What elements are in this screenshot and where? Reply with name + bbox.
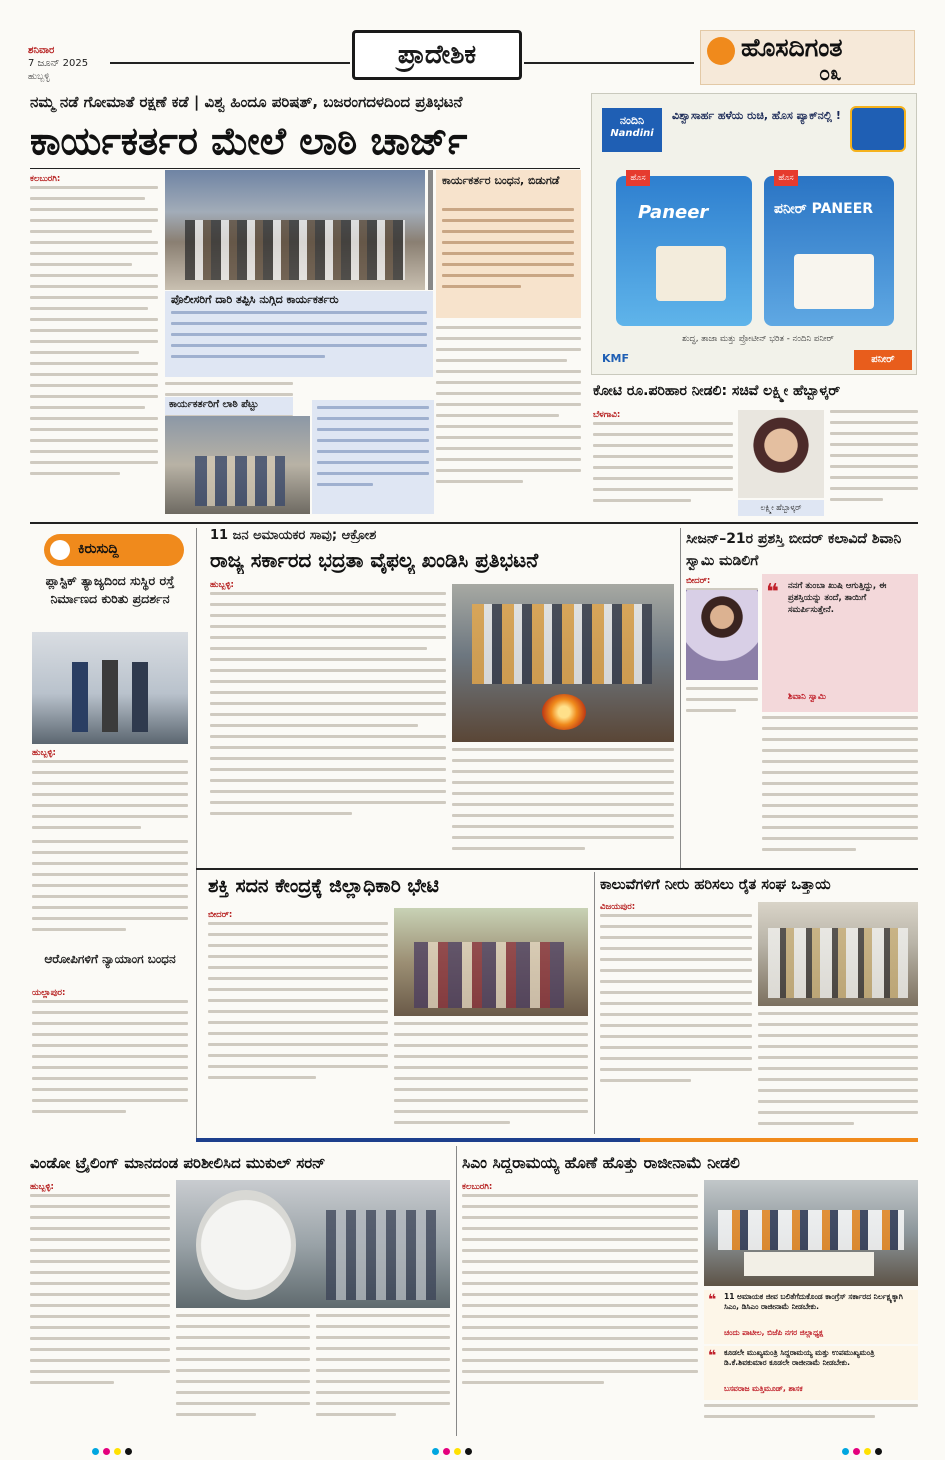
- cm-quote2-by: ಬಸವರಾಜ ಮತ್ತಿಮೂಡ್, ಶಾಸಕ: [724, 1384, 803, 1393]
- quote-icon: ❝: [766, 580, 779, 605]
- logo-emblem-icon: [707, 37, 735, 65]
- ad-brand-badge: [602, 108, 662, 152]
- kirusuddi-dateline: ಹುಬ್ಬಳ್ಳಿ:: [32, 748, 56, 758]
- minister-body-col1: [593, 422, 733, 518]
- minister-dateline: ಬೆಳಗಾವಿ:: [593, 410, 621, 420]
- minister-photo: [738, 410, 824, 498]
- protest-dateline: ಹುಬ್ಬಳ್ಳಿ:: [210, 580, 234, 590]
- lead-kicker: ನಮ್ಮ ನಡೆ ಗೋಮಾತೆ ರಕ್ಷಣೆ ಕಡೆ | ವಿಶ್ವ ಹಿಂದೂ ಪರಿಷತ್, ಬಜರಂಗದಳದಿಂದ ಪ್ರತಿಭಟನೆ: [30, 93, 463, 111]
- kirusuddi-photo: [32, 632, 188, 744]
- masthead: [0, 0, 945, 92]
- cm-body-col1: [462, 1194, 698, 1430]
- ad-brand-en: Nandini: [610, 128, 654, 139]
- ad-pack1-label: Paneer: [638, 202, 709, 223]
- canal-dateline: ವಿಜಯಪುರ:: [600, 902, 636, 912]
- window-photo: [176, 1180, 450, 1308]
- ad-logo-icon: [850, 106, 906, 152]
- shakti-dateline: ಬೀದರ್:: [208, 910, 233, 920]
- window-headline: ವಿಂಡೋ ಟ್ರೈಲಿಂಗ್ ಮಾನದಂಡ ಪರಿಶೀಲಿಸಿದ ಮುಕುಲ್ ಸರನ್: [30, 1154, 326, 1172]
- kirusuddi-subheadline: ಆರೋಪಿಗಳಿಗೆ ನ್ಯಾಯಾಂಗ ಬಂಧನ: [44, 952, 176, 966]
- nandini-ad[interactable]: [591, 93, 917, 375]
- masthead-day: ಶನಿವಾರ: [28, 45, 55, 56]
- window-body-col3: [316, 1314, 450, 1430]
- window-body-col2: [176, 1314, 310, 1430]
- ad-pack2-label: ಪನೀರ್ PANEER: [774, 201, 874, 217]
- lead-body-col3: [436, 326, 581, 516]
- cm-headline: ಸಿಎಂ ಸಿದ್ದರಾಮಯ್ಯ ಹೊಣೆ ಹೊತ್ತು ರಾಜೀನಾಮೆ ನೀಡಲಿ: [462, 1154, 740, 1172]
- protest-kicker: 11 ಜನ ಅಮಾಯಕರ ಸಾವು; ಆಕ್ರೋಶ: [210, 528, 377, 543]
- protest-body-col1: [210, 592, 446, 862]
- lead-photo2-caption: [312, 400, 434, 514]
- ad-pack-2: [764, 173, 894, 326]
- ad-brand-kn: ನಂದಿನಿ: [619, 114, 645, 127]
- minister-caption: ಲಕ್ಷ್ಮೀ ಹೆಬ್ಬಾಳ್ಕರ್: [738, 500, 824, 516]
- protest-body-col2: [452, 748, 674, 862]
- lead-photo2-title: ಕಾರ್ಯಕರ್ತರಿಗೆ ಲಾಠಿ ಪೆಟ್ಟು: [165, 397, 293, 415]
- kirusuddi-label-text: ಕಿರುಸುದ್ದಿ: [78, 541, 119, 557]
- canal-photo: [758, 902, 918, 1006]
- canal-body-col2: [758, 1012, 918, 1134]
- lead-photo-main: [165, 170, 425, 290]
- shakti-body-col2: [394, 1022, 588, 1134]
- shakti-photo: [394, 908, 588, 1016]
- lead-photo-lathi: [165, 416, 310, 514]
- ad-tagline: ವಿಶ್ವಾಸಾರ್ಹ ಹಳೆಯ ರುಚಿ, ಹೊಸ ಪ್ಯಾಕ್‌ನಲ್ಲಿ !: [672, 109, 841, 122]
- kirusuddi-body: [32, 760, 188, 838]
- cm-photo: [704, 1180, 918, 1286]
- window-dateline: ಹುಬ್ಬಳ್ಳಿ:: [30, 1182, 54, 1192]
- kirusuddi-headline: ಪ್ಲಾಸ್ಟಿಕ್ ತ್ಯಾಜ್ಯದಿಂದ ಸುಸ್ಥಿರ ರಸ್ತೆ ನಿರ್ಮಾಣದ ಕುರಿತು ಪ್ರದರ್ಶನ: [45, 573, 175, 606]
- sidebar-title: ಕಾರ್ಯಕರ್ತರ ಬಂಧನ, ಬಿಡುಗಡೆ: [442, 174, 560, 187]
- minister-body-col2: [830, 410, 918, 518]
- cm-dateline: ಕಲಬುರಗಿ:: [462, 1182, 493, 1192]
- cm-quote1-box: [704, 1290, 918, 1344]
- shakti-body-col1: [208, 922, 388, 1132]
- ad-corner: ಪನೀರ್: [854, 350, 912, 370]
- print-marks-left: [90, 1440, 134, 1459]
- megaphone-icon: [50, 540, 70, 560]
- lead-photo-side: [428, 170, 433, 290]
- page-number: ೦೩: [819, 61, 842, 85]
- lead-body-col1: [30, 186, 158, 514]
- kirusuddi-sub-dateline: ಯಲ್ಲಾಪುರ:: [32, 988, 66, 998]
- cm-body-col2: [704, 1404, 918, 1432]
- lead-photo-caption: [165, 291, 433, 377]
- protest-headline: ರಾಜ್ಯ ಸರ್ಕಾರದ ಭದ್ರತಾ ವೈಫಲ್ಯ ಖಂಡಿಸಿ ಪ್ರತಿಭಟನೆ: [210, 548, 539, 572]
- season-quote-by: ಶಿವಾನಿ ಸ್ವಾಮಿ: [788, 692, 826, 702]
- kirusuddi-sub-body: [32, 1000, 188, 1130]
- lead-headline: ಕಾರ್ಯಕರ್ತರ ಮೇಲೆ ಲಾಠಿ ಚಾರ್ಜ್: [30, 119, 468, 163]
- canal-headline: ಕಾಲುವೆಗಳಿಗೆ ನೀರು ಹರಿಸಲು ರೈತ ಸಂಘ ಒತ್ತಾಯ: [600, 877, 831, 893]
- section-title: ಪ್ರಾದೇಶಿಕ: [352, 30, 522, 80]
- masthead-city: ಹುಬ್ಬಳ್ಳಿ: [28, 72, 50, 82]
- print-marks-right: [840, 1440, 884, 1459]
- kirusuddi-label: [44, 534, 184, 566]
- window-body-col1: [30, 1194, 170, 1430]
- lead-sidebar: [436, 170, 581, 318]
- ad-new-badge-1: ಹೊಸ: [626, 170, 650, 186]
- season-headline: ಸೀಜನ್–21ರ ಪ್ರಶಸ್ತಿ ಬೀದರ್ ಕಲಾವಿದೆ ಶಿವಾನಿ ಸ್ವಾಮಿ ಮಡಿಲಿಗೆ: [686, 531, 902, 569]
- season-body-col2: [762, 716, 918, 866]
- cm-quote1: 11 ಅಮಾಯಕ ಜೀವ ಬಲಿತೆಗೆದುಕೊಂಡ ಕಾಂಗ್ರೆಸ್ ಸರ್ಕಾರದ ನಿರ್ಲಕ್ಷ್ಯಕ್ಕಾಗಿ ಸಿಎಂ, ಡಿಸಿಎಂ ರಾಜೀನಾಮೆ ನೀಡಬೇಕು.: [724, 1292, 903, 1311]
- lead-dateline: ಕಲಬುರಗಿ:: [30, 174, 61, 184]
- ad-footer-note: ಶುದ್ಧ, ತಾಜಾ ಮತ್ತು ಪ್ರೋಟೀನ್ ಭರಿತ - ನಂದಿನಿ ಪನೀರ್: [682, 334, 834, 344]
- kirusuddi-body-2: [32, 840, 188, 950]
- protest-photo: [452, 584, 674, 742]
- season-dateline: ಬೀದರ್:: [686, 576, 711, 586]
- shakti-headline: ಶಕ್ತಿ ಸದನ ಕೇಂದ್ರಕ್ಕೆ ಜಿಲ್ಲಾಧಿಕಾರಿ ಭೇಟಿ: [208, 875, 439, 897]
- cm-quote2: ಕೂಡಲೇ ಮುಖ್ಯಮಂತ್ರಿ ಸಿದ್ದರಾಮಯ್ಯ ಮತ್ತು ಉಪಮುಖ್ಯಮಂತ್ರಿ ಡಿ.ಕೆ.ಶಿವಕುಮಾರ ಕೂಡಲೇ ರಾಜೀನಾಮೆ ನೀಡಬೇಕು.: [724, 1348, 875, 1367]
- ad-pack-1: [616, 173, 752, 326]
- kirusuddi-box: [30, 528, 190, 840]
- masthead-date: 7 ಜೂನ್ 2025: [28, 58, 89, 69]
- season-photo: [686, 590, 758, 680]
- canal-body-col1: [600, 914, 752, 1134]
- ad-new-badge-2: ಹೊಸ: [774, 170, 798, 186]
- season-quote-box: [762, 574, 918, 712]
- brand-logo: [700, 30, 915, 85]
- season-quote: ನನಗೆ ತುಂಬಾ ಖುಷಿ ಆಗುತ್ತಿದ್ದು, ಈ ಪ್ರಶಸ್ತಿಯನ್ನು ತಂದೆ, ತಾಯಿಗೆ ಸಮರ್ಪಿಸುತ್ತೇನೆ.: [788, 581, 887, 615]
- photo-caption-title: ಪೊಲೀಸರಿಗೆ ದಾರಿ ತಪ್ಪಿಸಿ ನುಗ್ಗಿದ ಕಾರ್ಯಕರ್ತರು: [171, 293, 339, 306]
- quote2-icon: ❝: [708, 1348, 717, 1364]
- cm-quote1-by: ಚಂದು ಪಾಟೀಲ, ಬಿಜೆಪಿ ನಗರ ಜಿಲ್ಲಾಧ್ಯಕ್ಷ: [724, 1328, 824, 1337]
- cm-quote2-box: [704, 1346, 918, 1400]
- print-marks-center: [430, 1440, 474, 1459]
- quote1-icon: ❝: [708, 1292, 717, 1308]
- minister-headline: ಕೋಟಿ ರೂ.ಪರಿಹಾರ ನೀಡಲಿ: ಸಚಿವೆ ಲಕ್ಷ್ಮೀ ಹೆಬ್ಬಾಳ್ಕರ್: [593, 383, 841, 399]
- brand-name: ಹೊಸದಿಗಂತ: [741, 33, 843, 62]
- ad-kmf: KMF: [602, 352, 629, 365]
